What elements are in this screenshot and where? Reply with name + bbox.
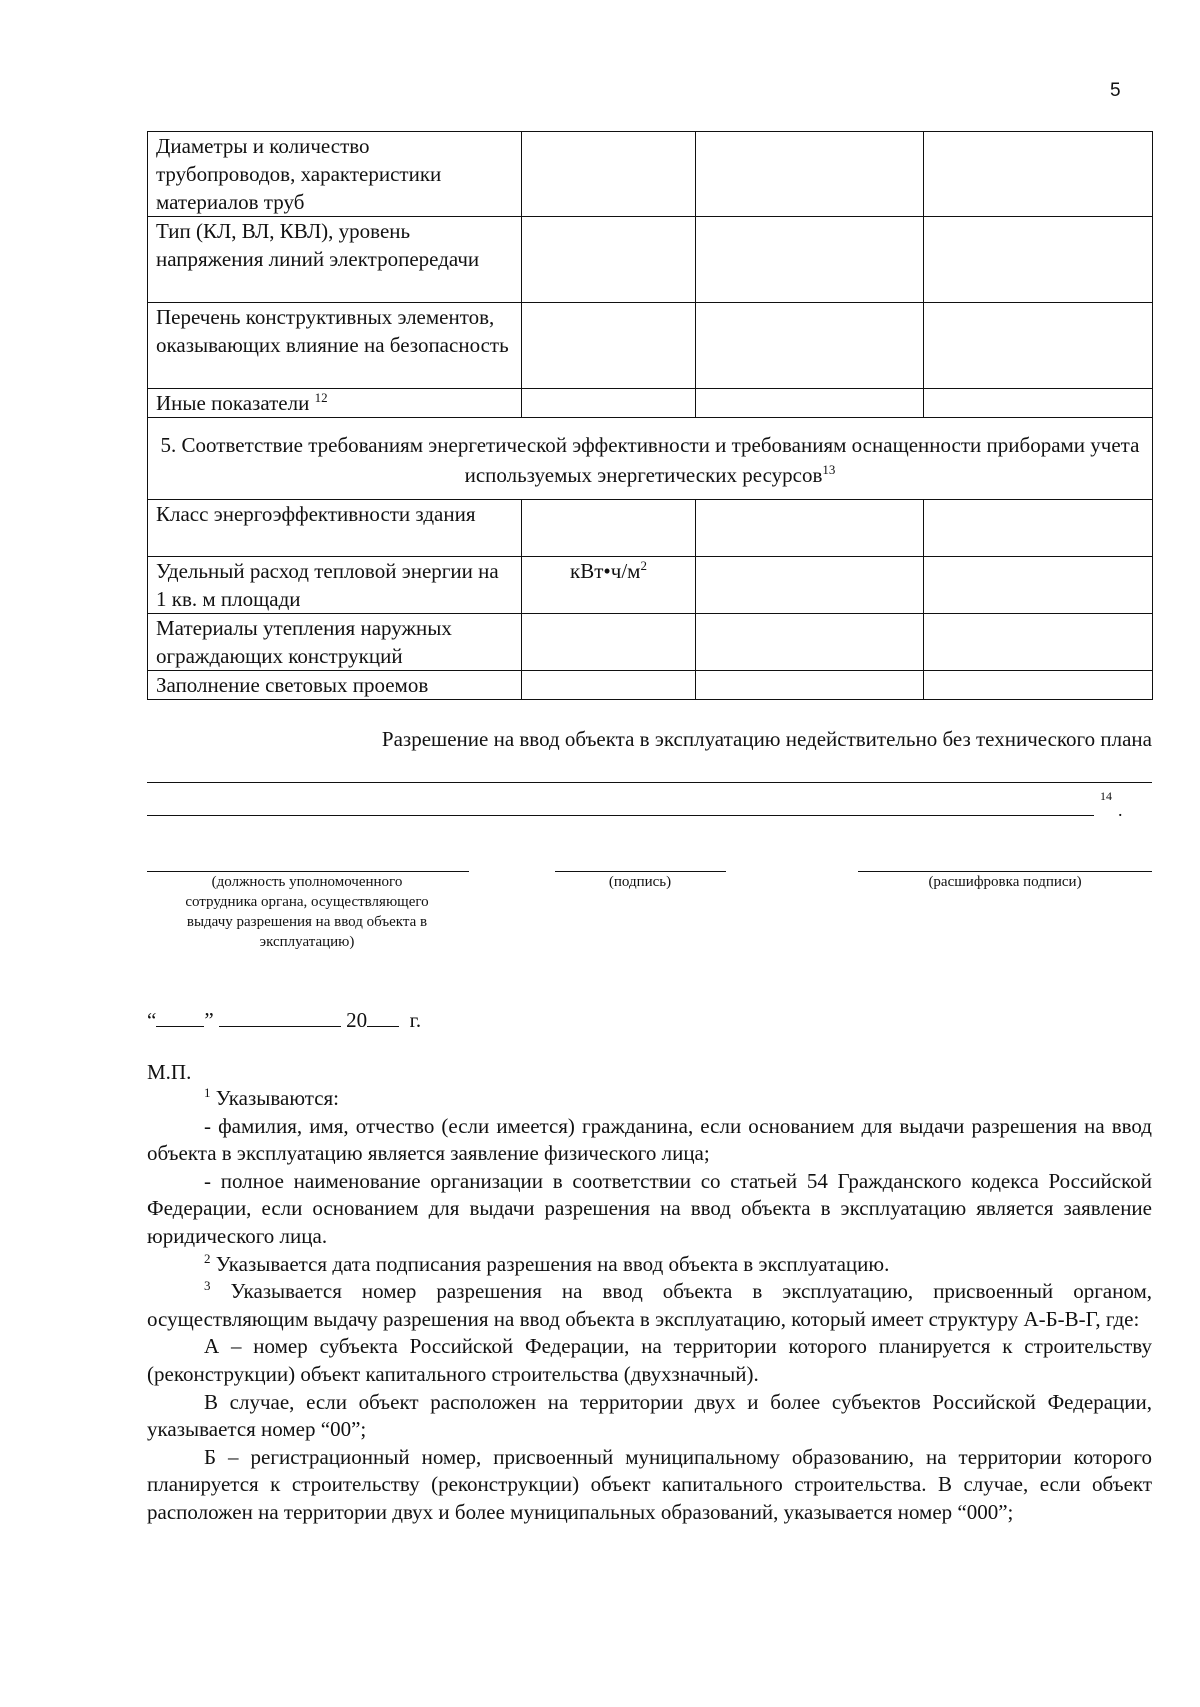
unit-cell <box>522 217 696 303</box>
unit-cell <box>522 500 696 557</box>
signature-caption: (подпись) <box>608 874 672 890</box>
decode-caption: (расшифровка подписи) <box>928 874 1082 890</box>
section-row <box>148 418 1153 500</box>
footnote-marker: 13 <box>822 462 836 477</box>
footnote-marker: 12 <box>314 390 328 405</box>
footnote-number: 1 <box>204 1085 211 1100</box>
row-label: Тип (КЛ, ВЛ, КВЛ), уровень напряжения линий электропередачи <box>148 217 522 303</box>
value-cell <box>924 132 1153 217</box>
row-label: Материалы утепления наружных ограждающих конструкций <box>148 614 522 671</box>
year-blank <box>367 1004 399 1027</box>
table-row <box>148 303 1153 389</box>
row-label: Заполнение световых проемов <box>148 671 522 700</box>
footnote-text: Указывается номер разрешения на ввод объекта в эксплуатацию, присвоенный органом, осуществляющим выдачу разрешения на ввод объекта в эксплуатацию, который имеет структуру А-Б-В-Г, где: <box>147 1279 1152 1331</box>
footnote-3-item-b: Б – регистрационный номер, присвоенный муниципальному образованию, на территории которого планируется к строительству (реконструкции) объект капитального строительства. В случае, если объект расположен на территории двух и более муниципальных образований, указывается номер “000”; <box>147 1444 1152 1524</box>
value-cell <box>924 500 1153 557</box>
value-cell <box>924 671 1153 700</box>
value-cell <box>696 500 924 557</box>
value-cell <box>924 389 1153 418</box>
footnote-1-item-a: - фамилия, имя, отчество (если имеется) гражданина, если основанием для выдачи разрешения на ввод объекта в эксплуатацию является заявление физического лица; <box>147 1113 1152 1166</box>
unit-cell <box>522 389 696 418</box>
row-label: Перечень конструктивных элементов, оказывающих влияние на безопасность <box>148 303 522 389</box>
unit-cell <box>522 671 696 700</box>
unit-cell <box>522 303 696 389</box>
unit-text: кВт•ч/м <box>570 559 641 583</box>
technical-indicators-table <box>147 131 1153 700</box>
row-label-text: Иные показатели <box>156 391 310 415</box>
stamp-place: М.П. <box>147 1060 192 1084</box>
value-cell <box>696 389 924 418</box>
technical-plan-line-2 <box>147 815 1094 816</box>
footnote-number: 2 <box>204 1250 211 1266</box>
value-cell <box>924 614 1153 671</box>
technical-plan-line-1 <box>147 782 1152 783</box>
date-line <box>147 1004 421 1034</box>
section-title <box>148 418 1153 500</box>
row-label: Диаметры и количество трубопроводов, характеристики материалов труб <box>148 132 522 217</box>
footnote-text: Указывается дата подписания разрешения на ввод объекта в эксплуатацию. <box>215 1251 890 1276</box>
table-row <box>148 217 1153 303</box>
table-row <box>148 132 1153 217</box>
value-cell <box>924 303 1153 389</box>
row-label <box>148 389 522 418</box>
value-cell <box>696 671 924 700</box>
footnote-3 <box>147 1278 1152 1333</box>
unit-cell <box>522 557 696 614</box>
table-row <box>148 500 1153 557</box>
section-title-text: 5. Соответствие требованиям энергетической эффективности и требованиям оснащенности приборами учета используемых энергетических ресурсов <box>160 433 1140 487</box>
unit-cell <box>522 614 696 671</box>
footnote-3-item-a-note: В случае, если объект расположен на территории двух и более субъектов Российской Федерации, указывается номер “00”; <box>147 1389 1152 1442</box>
value-cell <box>924 557 1153 614</box>
year-suffix: г. <box>409 1008 422 1032</box>
value-cell <box>696 557 924 614</box>
row-label: Класс энергоэффективности здания <box>148 500 522 557</box>
value-cell <box>696 303 924 389</box>
footnote-1-item-b: - полное наименование организации в соответствии со статьей 54 Гражданского кодекса Российской Федерации, если основанием для выдачи разрешения на ввод объекта в эксплуатацию является заявление юридического лица. <box>147 1168 1152 1248</box>
value-cell <box>696 217 924 303</box>
table-row <box>148 389 1153 418</box>
footnotes <box>147 1085 1152 1527</box>
page-number: 5 <box>1110 80 1121 101</box>
footnote-marker: 14 <box>1100 789 1112 803</box>
footnote-2 <box>147 1251 1152 1279</box>
year-prefix: 20 <box>346 1008 368 1032</box>
permit-note: Разрешение на ввод объекта в эксплуатацию недействительно без технического плана <box>381 727 1152 751</box>
position-caption: (должность уполномоченного сотрудника органа, осуществляющего выдачу разрешения на ввод объекта в эксплуатацию) <box>185 874 429 950</box>
permit-period: . <box>1118 800 1123 820</box>
date-close-quote: ” <box>204 1008 214 1032</box>
value-cell <box>696 132 924 217</box>
value-cell <box>924 217 1153 303</box>
row-label: Удельный расход тепловой энергии на 1 кв. м площади <box>148 557 522 614</box>
unit-cell <box>522 132 696 217</box>
unit-superscript: 2 <box>640 558 647 573</box>
table-row <box>148 614 1153 671</box>
day-blank <box>156 1004 204 1027</box>
footnote-text: Указываются: <box>215 1086 340 1110</box>
table-row <box>148 671 1153 700</box>
date-open-quote: “ <box>147 1008 157 1032</box>
value-cell <box>696 614 924 671</box>
footnote-1-title <box>147 1085 1152 1113</box>
table-row <box>148 557 1153 614</box>
month-blank <box>219 1004 341 1027</box>
footnote-number: 3 <box>204 1278 211 1294</box>
footnote-3-item-a: А – номер субъекта Российской Федерации, на территории которого планируется к строительству (реконструкции) объект капитального строительства (двухзначный). <box>147 1334 1152 1386</box>
